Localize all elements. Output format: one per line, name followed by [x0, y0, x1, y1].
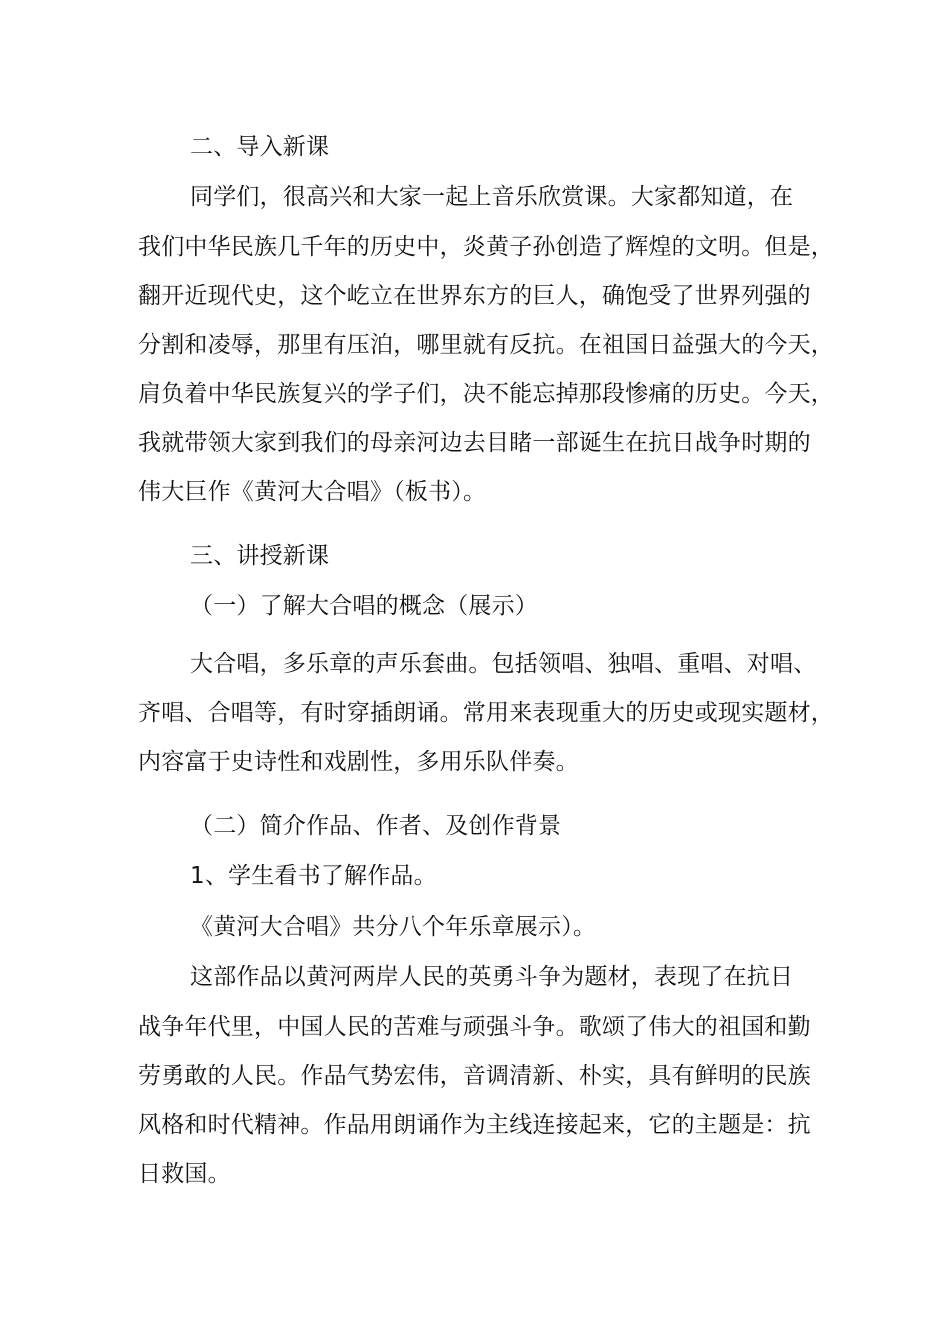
paragraph-line: 大合唱，多乐章的声乐套曲。包括领唱、独唱、重唱、对唱、 [190, 651, 817, 677]
paragraph-line: 战争年代里，中国人民的苦难与顽强斗争。歌颂了伟大的祖国和勤 [138, 1014, 811, 1040]
paragraph-line: 伟大巨作《黄河大合唱》（板书）。 [138, 479, 487, 505]
paragraph-line: 同学们，很高兴和大家一起上音乐欣赏课。大家都知道，在 [190, 184, 794, 210]
paragraph-line: 分割和凌辱，那里有压泊，哪里就有反抗。在祖国日益强大的今天， [138, 332, 834, 358]
paragraph-line: 翻开近现代史，这个屹立在世界东方的巨人，确饱受了世界列强的 [138, 283, 811, 309]
paragraph-line: 肩负着中华民族复兴的学子们，决不能忘掉那段惨痛的历史。今天， [138, 381, 834, 407]
paragraph-line: 我就带领大家到我们的母亲河边去目睹一部诞生在抗日战争时期的 [138, 430, 811, 456]
section-heading-2: 二、导入新课 [190, 134, 330, 160]
paragraph-line: 我们中华民族几千年的历史中，炎黄子孙创造了辉煌的文明。但是， [138, 234, 834, 260]
work-title-line: 《黄河大合唱》共分八个年乐章展示）。 [190, 914, 597, 940]
list-item: 1、学生看书了解作品。 [190, 863, 437, 889]
paragraph-line: 风格和时代精神。作品用朗诵作为主线连接起来，它的主题是：抗 [138, 1112, 811, 1138]
subsection-heading-1: （一）了解大合唱的概念（展示） [190, 593, 538, 619]
section-heading-3: 三、讲授新课 [190, 543, 330, 569]
paragraph-line: 日救国。 [138, 1161, 231, 1187]
paragraph-line: 齐唱、合唱等，有时穿插朗诵。常用来表现重大的历史或现实题材， [138, 700, 834, 726]
paragraph-line: 这部作品以黄河两岸人民的英勇斗争为题材，表现了在抗日 [190, 964, 794, 990]
subsection-heading-2: （二）简介作品、作者、及创作背景 [190, 813, 562, 839]
paragraph-line: 劳勇敢的人民。作品气势宏伟，音调清新、朴实，具有鲜明的民族 [138, 1063, 811, 1089]
paragraph-line: 内容富于史诗性和戏剧性，多用乐队伴奏。 [138, 749, 579, 775]
